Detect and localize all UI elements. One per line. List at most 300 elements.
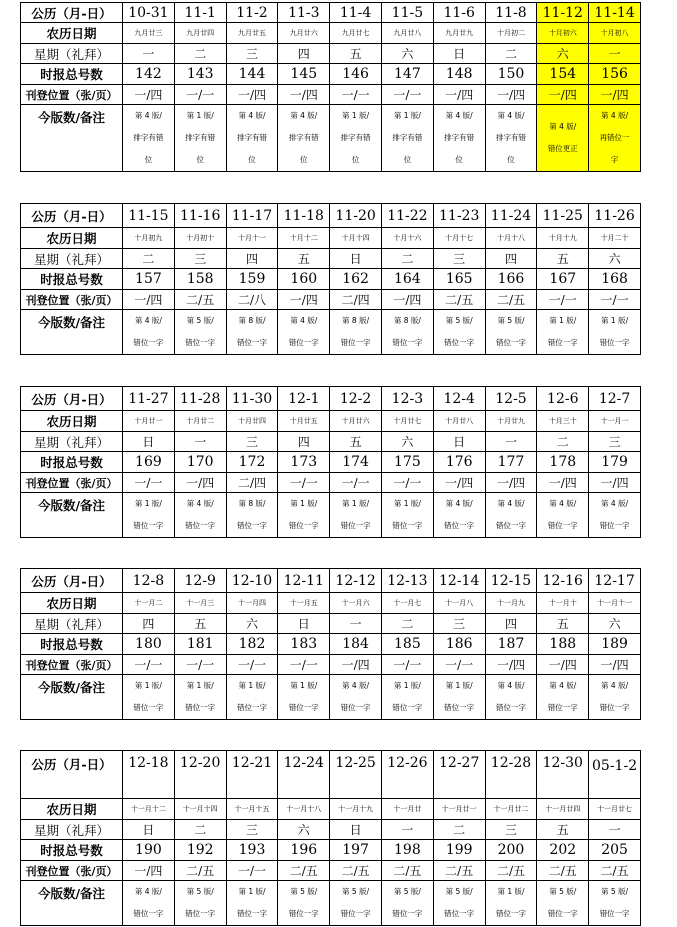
position-cell: 二/五 — [485, 861, 537, 881]
lunar-cell: 十一月廿一 — [433, 799, 485, 820]
schedule-table — [20, 2, 641, 172]
issue-cell: 200 — [485, 840, 537, 861]
schedule-table — [20, 750, 641, 926]
position-cell: 一/一 — [381, 655, 433, 675]
date-cell: 11-24 — [485, 204, 537, 228]
position-cell: 一/四 — [123, 290, 175, 310]
lunar-cell: 九月廿八 — [381, 23, 433, 44]
date-row — [21, 569, 641, 593]
lunar-row-label: 农历日期 — [21, 23, 123, 44]
date-row-label: 公历（月-日） — [21, 751, 123, 799]
lunar-cell: 十一月二 — [123, 593, 175, 614]
date-cell: 11-8 — [485, 3, 537, 23]
weekday-cell: 日 — [330, 820, 382, 840]
issue-cell: 172 — [226, 452, 278, 473]
note-line: 第 8 版/ — [342, 316, 370, 325]
position-cell: 一/一 — [226, 655, 278, 675]
lunar-cell: 十一月十 — [537, 593, 589, 614]
date-cell: 11-30 — [226, 387, 278, 411]
date-cell: 11-23 — [433, 204, 485, 228]
note-line: 第 1 版/ — [342, 499, 370, 508]
position-cell: 二/五 — [433, 290, 485, 310]
note-line: 第 4 版/ — [497, 111, 525, 120]
issue-cell: 173 — [278, 452, 330, 473]
date-cell: 11-6 — [433, 3, 485, 23]
date-cell: 12-15 — [485, 569, 537, 593]
weekday-cell: 四 — [485, 249, 537, 269]
note-cell — [174, 310, 226, 355]
weekday-row-label: 星期（礼拜） — [21, 44, 123, 64]
date-cell: 12-26 — [381, 751, 433, 799]
note-cell — [433, 310, 485, 355]
note-line: 排字有错 — [495, 133, 526, 142]
date-cell: 12-12 — [330, 569, 382, 593]
note-line: 错位一字 — [288, 909, 319, 918]
note-line: 错位更正 — [547, 144, 578, 153]
note-cell — [381, 675, 433, 720]
issue-cell: 156 — [589, 64, 641, 85]
issue-cell: 177 — [485, 452, 537, 473]
lunar-cell: 十月初九 — [123, 228, 175, 249]
note-line: 错位一字 — [185, 703, 216, 712]
issue-cell: 192 — [174, 840, 226, 861]
issue-cell: 143 — [174, 64, 226, 85]
weekday-cell: 四 — [123, 614, 175, 634]
lunar-cell: 十月廿四 — [226, 411, 278, 432]
lunar-cell: 十月廿九 — [485, 411, 537, 432]
weekday-cell: 五 — [537, 614, 589, 634]
position-cell: 二/五 — [174, 861, 226, 881]
lunar-cell: 十月廿五 — [278, 411, 330, 432]
note-line: 错位一字 — [495, 521, 526, 530]
issue-cell: 148 — [433, 64, 485, 85]
lunar-cell: 十月十六 — [381, 228, 433, 249]
weekday-cell: 六 — [537, 44, 589, 64]
position-cell: 一/一 — [123, 473, 175, 493]
date-cell: 11-16 — [174, 204, 226, 228]
note-line: 错位一字 — [340, 909, 371, 918]
note-line: 错位一字 — [444, 703, 475, 712]
weekday-cell: 五 — [537, 249, 589, 269]
note-cell — [123, 881, 175, 926]
date-cell: 11-14 — [589, 3, 641, 23]
issue-cell: 169 — [123, 452, 175, 473]
note-cell — [537, 105, 589, 172]
weekday-cell: 二 — [433, 820, 485, 840]
position-cell: 一/四 — [589, 473, 641, 493]
issue-cell: 145 — [278, 64, 330, 85]
position-row — [21, 861, 641, 881]
position-cell: 二/八 — [226, 290, 278, 310]
date-cell: 12-5 — [485, 387, 537, 411]
weekday-cell: 一 — [174, 432, 226, 452]
note-cell — [174, 675, 226, 720]
issue-cell: 160 — [278, 269, 330, 290]
position-cell: 一/一 — [278, 473, 330, 493]
issue-cell: 178 — [537, 452, 589, 473]
note-line: 第 5 版/ — [186, 887, 214, 896]
note-row-label: 今版数/备注 — [21, 675, 123, 720]
weekday-cell: 四 — [278, 432, 330, 452]
issue-cell: 174 — [330, 452, 382, 473]
note-cell — [381, 105, 433, 172]
note-line: 第 4 版/ — [445, 499, 473, 508]
note-line: 错位一字 — [236, 338, 267, 347]
note-line: 第 5 版/ — [186, 316, 214, 325]
note-line: 第 1 版/ — [601, 316, 629, 325]
note-row — [21, 105, 641, 172]
position-row-label: 刊登位置（张/页） — [21, 473, 123, 493]
issue-cell: 157 — [123, 269, 175, 290]
issue-cell: 168 — [589, 269, 641, 290]
weekday-cell: 二 — [174, 820, 226, 840]
date-cell: 11-26 — [589, 204, 641, 228]
date-row — [21, 751, 641, 799]
note-row-label: 今版数/备注 — [21, 493, 123, 538]
issue-row — [21, 269, 641, 290]
note-cell — [589, 881, 641, 926]
lunar-cell: 十一月十四 — [174, 799, 226, 820]
note-line: 错位一字 — [495, 338, 526, 347]
date-cell: 05-1-2 — [589, 751, 641, 799]
issue-cell: 185 — [381, 634, 433, 655]
weekday-cell: 五 — [330, 44, 382, 64]
note-row — [21, 675, 641, 720]
date-cell: 11-18 — [278, 204, 330, 228]
weekday-row-label: 星期（礼拜） — [21, 820, 123, 840]
issue-cell: 199 — [433, 840, 485, 861]
lunar-cell: 十一月九 — [485, 593, 537, 614]
issue-row-label: 时报总号数 — [21, 840, 123, 861]
note-cell — [589, 493, 641, 538]
position-cell: 二/五 — [485, 290, 537, 310]
lunar-cell: 十月初十 — [174, 228, 226, 249]
note-line: 字 — [610, 155, 619, 164]
issue-row — [21, 452, 641, 473]
note-line: 第 5 版/ — [393, 887, 421, 896]
note-line: 错位一字 — [133, 909, 164, 918]
lunar-cell: 十一月一 — [589, 411, 641, 432]
note-row-label: 今版数/备注 — [21, 881, 123, 926]
position-cell: 一/四 — [174, 473, 226, 493]
note-cell — [589, 310, 641, 355]
date-cell: 12-14 — [433, 569, 485, 593]
position-row-label: 刊登位置（张/页） — [21, 655, 123, 675]
lunar-cell: 九月廿七 — [330, 23, 382, 44]
note-cell — [537, 881, 589, 926]
lunar-cell: 十月初六 — [537, 23, 589, 44]
weekday-cell: 一 — [589, 44, 641, 64]
position-row — [21, 473, 641, 493]
note-line: 排字有错 — [133, 133, 164, 142]
note-line: 错位一字 — [185, 909, 216, 918]
position-cell: 一/一 — [433, 655, 485, 675]
date-cell: 10-31 — [123, 3, 175, 23]
position-cell: 一/四 — [433, 85, 485, 105]
note-line: 错位一字 — [392, 338, 423, 347]
position-row-label: 刊登位置（张/页） — [21, 85, 123, 105]
note-row — [21, 310, 641, 355]
note-line: 第 1 版/ — [134, 499, 162, 508]
note-cell — [278, 881, 330, 926]
date-cell: 12-6 — [537, 387, 589, 411]
position-cell: 二/五 — [433, 861, 485, 881]
note-line: 错位一字 — [547, 909, 578, 918]
weekday-cell: 三 — [226, 432, 278, 452]
note-row — [21, 881, 641, 926]
position-cell: 一/一 — [537, 290, 589, 310]
weekday-cell: 六 — [589, 249, 641, 269]
issue-cell: 197 — [330, 840, 382, 861]
note-cell — [381, 310, 433, 355]
date-cell: 12-3 — [381, 387, 433, 411]
date-cell: 12-18 — [123, 751, 175, 799]
weekday-cell: 六 — [278, 820, 330, 840]
note-cell — [330, 881, 382, 926]
weekday-row-label: 星期（礼拜） — [21, 432, 123, 452]
date-cell: 12-7 — [589, 387, 641, 411]
note-line: 第 1 版/ — [290, 499, 318, 508]
issue-cell: 158 — [174, 269, 226, 290]
position-cell: 一/四 — [589, 655, 641, 675]
position-cell: 一/一 — [330, 473, 382, 493]
note-cell — [589, 675, 641, 720]
lunar-cell: 十一月十一 — [589, 593, 641, 614]
issue-cell: 162 — [330, 269, 382, 290]
note-line: 第 8 版/ — [393, 316, 421, 325]
issue-cell: 189 — [589, 634, 641, 655]
issue-row-label: 时报总号数 — [21, 64, 123, 85]
note-line: 第 1 版/ — [238, 681, 266, 690]
note-line: 排字有错 — [340, 133, 371, 142]
note-line: 第 4 版/ — [238, 111, 266, 120]
position-cell: 一/四 — [537, 85, 589, 105]
note-line: 第 4 版/ — [186, 499, 214, 508]
note-line: 再错位一 — [599, 133, 630, 142]
note-line: 第 5 版/ — [445, 887, 473, 896]
position-cell: 二/四 — [330, 290, 382, 310]
note-line: 位 — [248, 155, 256, 164]
note-line: 错位一字 — [340, 521, 371, 530]
lunar-cell: 十月初八 — [589, 23, 641, 44]
note-cell — [485, 675, 537, 720]
lunar-cell: 十一月十五 — [226, 799, 278, 820]
issue-cell: 167 — [537, 269, 589, 290]
note-line: 第 4 版/ — [497, 499, 525, 508]
note-line: 排字有错 — [288, 133, 319, 142]
issue-cell: 150 — [485, 64, 537, 85]
weekday-cell: 二 — [485, 44, 537, 64]
note-cell — [485, 310, 537, 355]
note-line: 错位一字 — [392, 909, 423, 918]
lunar-cell: 十一月廿七 — [589, 799, 641, 820]
note-cell — [174, 493, 226, 538]
lunar-cell: 十月三十 — [537, 411, 589, 432]
lunar-cell: 十月十四 — [330, 228, 382, 249]
note-cell — [433, 675, 485, 720]
note-cell — [123, 105, 175, 172]
note-line: 错位一字 — [236, 909, 267, 918]
note-cell — [226, 493, 278, 538]
issue-cell: 175 — [381, 452, 433, 473]
issue-cell: 146 — [330, 64, 382, 85]
note-line: 错位一字 — [392, 521, 423, 530]
lunar-cell: 十一月七 — [381, 593, 433, 614]
lunar-row-label: 农历日期 — [21, 799, 123, 820]
lunar-row — [21, 411, 641, 432]
position-cell: 一/一 — [174, 85, 226, 105]
note-line: 第 1 版/ — [549, 316, 577, 325]
weekday-cell: 二 — [537, 432, 589, 452]
note-cell — [381, 881, 433, 926]
position-cell: 一/一 — [278, 655, 330, 675]
date-cell: 12-4 — [433, 387, 485, 411]
note-line: 第 4 版/ — [134, 887, 162, 896]
lunar-cell: 十月初二 — [485, 23, 537, 44]
position-cell: 一/四 — [381, 290, 433, 310]
lunar-cell: 十一月廿二 — [485, 799, 537, 820]
note-line: 错位一字 — [288, 521, 319, 530]
date-cell: 12-24 — [278, 751, 330, 799]
position-cell: 一/四 — [330, 655, 382, 675]
issue-cell: 183 — [278, 634, 330, 655]
note-line: 错位一字 — [599, 338, 630, 347]
position-cell: 二/五 — [278, 861, 330, 881]
date-cell: 12-16 — [537, 569, 589, 593]
note-cell — [174, 881, 226, 926]
note-line: 第 1 版/ — [497, 887, 525, 896]
date-cell: 11-27 — [123, 387, 175, 411]
note-line: 第 4 版/ — [290, 111, 318, 120]
note-cell — [537, 675, 589, 720]
issue-row-label: 时报总号数 — [21, 452, 123, 473]
note-line: 第 1 版/ — [445, 681, 473, 690]
note-line: 位 — [351, 155, 360, 164]
note-line: 第 8 版/ — [238, 499, 266, 508]
note-line: 位 — [144, 155, 153, 164]
note-line: 错位一字 — [547, 521, 578, 530]
note-line: 第 4 版/ — [290, 316, 318, 325]
weekday-cell: 五 — [537, 820, 589, 840]
lunar-cell: 十一月四 — [226, 593, 278, 614]
date-cell: 12-28 — [485, 751, 537, 799]
note-cell — [278, 105, 330, 172]
issue-cell: 154 — [537, 64, 589, 85]
lunar-row — [21, 799, 641, 820]
date-cell: 12-17 — [589, 569, 641, 593]
note-line: 错位一字 — [495, 703, 526, 712]
weekday-cell: 一 — [589, 820, 641, 840]
issue-row-label: 时报总号数 — [21, 634, 123, 655]
date-cell: 11-1 — [174, 3, 226, 23]
note-line: 位 — [403, 155, 412, 164]
weekday-cell: 二 — [123, 249, 175, 269]
date-cell: 12-11 — [278, 569, 330, 593]
date-cell: 12-10 — [226, 569, 278, 593]
issue-cell: 188 — [537, 634, 589, 655]
note-line: 错位一字 — [133, 521, 164, 530]
note-line: 错位一字 — [547, 703, 578, 712]
weekday-cell: 日 — [123, 820, 175, 840]
weekday-cell: 三 — [485, 820, 537, 840]
lunar-cell: 十一月十二 — [123, 799, 175, 820]
note-line: 排字有错 — [392, 133, 423, 142]
note-cell — [278, 675, 330, 720]
position-cell: 二/四 — [226, 473, 278, 493]
note-line: 错位一字 — [236, 521, 267, 530]
note-cell — [226, 881, 278, 926]
date-cell: 12-8 — [123, 569, 175, 593]
date-cell: 11-3 — [278, 3, 330, 23]
schedule-table — [20, 568, 641, 720]
position-cell: 一/一 — [589, 290, 641, 310]
position-cell: 一/四 — [537, 655, 589, 675]
note-cell — [174, 105, 226, 172]
date-cell: 12-27 — [433, 751, 485, 799]
weekday-cell: 日 — [433, 432, 485, 452]
date-cell: 11-20 — [330, 204, 382, 228]
note-line: 错位一字 — [444, 909, 475, 918]
weekday-cell: 六 — [226, 614, 278, 634]
note-cell — [123, 310, 175, 355]
issue-cell: 144 — [226, 64, 278, 85]
date-row — [21, 204, 641, 228]
position-cell: 二/五 — [537, 861, 589, 881]
position-cell: 一/四 — [485, 85, 537, 105]
date-cell: 11-25 — [537, 204, 589, 228]
lunar-cell: 十月十八 — [485, 228, 537, 249]
position-cell: 一/四 — [537, 473, 589, 493]
note-line: 排字有错 — [444, 133, 475, 142]
issue-cell: 165 — [433, 269, 485, 290]
lunar-cell: 十一月十八 — [278, 799, 330, 820]
position-cell: 一/一 — [226, 861, 278, 881]
issue-cell: 190 — [123, 840, 175, 861]
lunar-cell: 十月十二 — [278, 228, 330, 249]
lunar-cell: 九月廿五 — [226, 23, 278, 44]
note-line: 排字有错 — [236, 133, 267, 142]
position-cell: 一/一 — [330, 85, 382, 105]
position-cell: 一/四 — [278, 290, 330, 310]
note-line: 第 5 版/ — [497, 316, 525, 325]
note-line: 第 5 版/ — [342, 887, 370, 896]
position-cell: 二/五 — [381, 861, 433, 881]
note-line: 第 4 版/ — [601, 681, 629, 690]
date-row — [21, 3, 641, 23]
note-cell — [226, 675, 278, 720]
note-line: 第 1 版/ — [238, 887, 266, 896]
weekday-cell: 三 — [433, 614, 485, 634]
issue-cell: 187 — [485, 634, 537, 655]
note-line: 错位一字 — [133, 703, 164, 712]
issue-row — [21, 840, 641, 861]
date-row-label: 公历（月-日） — [21, 3, 123, 23]
lunar-cell: 十月廿七 — [381, 411, 433, 432]
position-row-label: 刊登位置（张/页） — [21, 290, 123, 310]
date-row — [21, 387, 641, 411]
weekday-row — [21, 614, 641, 634]
date-cell: 12-13 — [381, 569, 433, 593]
note-cell — [433, 493, 485, 538]
note-line: 第 1 版/ — [393, 111, 421, 120]
note-line: 错位一字 — [444, 521, 475, 530]
lunar-cell: 九月廿四 — [174, 23, 226, 44]
date-cell: 12-20 — [174, 751, 226, 799]
note-line: 第 1 版/ — [134, 681, 162, 690]
position-row-label: 刊登位置（张/页） — [21, 861, 123, 881]
date-cell: 11-5 — [381, 3, 433, 23]
note-line: 第 1 版/ — [393, 499, 421, 508]
